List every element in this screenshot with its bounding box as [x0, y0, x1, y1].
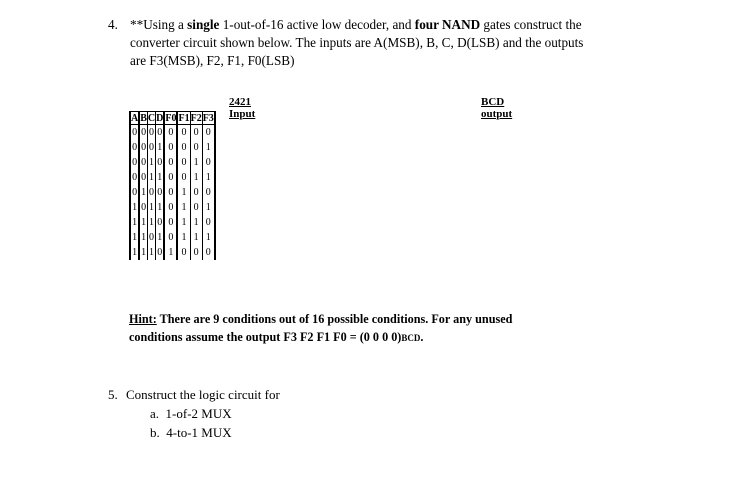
- table-cell: 0: [164, 230, 177, 245]
- table-cell: 1: [149, 217, 155, 228]
- table-cell: 1: [130, 230, 139, 245]
- table-cell: 1: [202, 140, 215, 155]
- table-cell: 0: [177, 125, 190, 141]
- table-cell: 0: [130, 125, 139, 141]
- table-cell: 1: [156, 200, 165, 215]
- question-4: [108, 16, 648, 70]
- table-cell: 1: [177, 200, 190, 215]
- table-cell: 0: [149, 232, 155, 243]
- table-cell: 1: [202, 200, 215, 215]
- table-row: [130, 170, 215, 185]
- output-group-heading: BCD output: [481, 96, 513, 120]
- table-row: [130, 155, 215, 170]
- table-cell: 0: [164, 200, 177, 215]
- table-cell: 0: [156, 155, 165, 170]
- table-cell: 1: [156, 170, 165, 185]
- table-cell: 0: [190, 245, 202, 260]
- table-cell: 0: [141, 157, 147, 168]
- question-5-list: [150, 404, 280, 442]
- table-header-row: [130, 112, 215, 125]
- table-cell: 0: [147, 125, 155, 141]
- table-cell: 1: [141, 232, 147, 243]
- truth-table: [129, 111, 216, 260]
- table-cell: 1: [177, 215, 190, 230]
- table-cell: 0: [130, 170, 139, 185]
- table-cell: 1: [190, 155, 202, 170]
- table-cell: 0: [149, 142, 155, 153]
- question-number: 4.: [108, 17, 118, 32]
- table-cell: 0: [164, 140, 177, 155]
- table-cell: 0: [141, 172, 147, 183]
- table-cell: 1: [156, 140, 165, 155]
- column-header: F1: [178, 112, 190, 124]
- column-header: F0: [165, 112, 177, 124]
- table-cell: 1: [130, 245, 139, 260]
- table-cell: 0: [202, 245, 215, 260]
- table-cell: 0: [156, 245, 165, 260]
- column-header: D: [156, 112, 164, 124]
- table-row: [130, 215, 215, 230]
- table-row: [130, 185, 215, 200]
- table-cell: 0: [130, 185, 139, 200]
- table-cell: 0: [130, 155, 139, 170]
- column-header: F2: [190, 112, 202, 124]
- table-cell: 0: [164, 215, 177, 230]
- table-cell: 0: [164, 155, 177, 170]
- table-cell: 0: [202, 155, 215, 170]
- question-5: [108, 385, 280, 442]
- table-cell: 1: [156, 230, 165, 245]
- table-cell: 1: [177, 230, 190, 245]
- table-row: [130, 125, 215, 141]
- table-cell: 1: [202, 230, 215, 245]
- table-cell: 0: [190, 200, 202, 215]
- table-cell: 0: [130, 140, 139, 155]
- list-item: b. 4-to-1 MUX: [150, 425, 232, 440]
- column-header: C: [147, 112, 156, 124]
- question-text: **Using a single 1-out-of-16 active low decoder, and four NAND gates construct the converter circuit shown below. The inputs are A(MSB), B, C, D(LSB) and the outputs are F3(MSB), F2, F1, F0(LSB): [130, 17, 584, 68]
- table-cell: 0: [190, 185, 202, 200]
- table-cell: 0: [190, 140, 202, 155]
- table-cell: 0: [141, 142, 147, 153]
- table-cell: 1: [190, 170, 202, 185]
- table-row: [130, 230, 215, 245]
- list-item: a. 1-of-2 MUX: [150, 406, 232, 421]
- column-header: A: [131, 112, 139, 124]
- table-cell: 1: [149, 202, 155, 213]
- table-cell: 0: [190, 125, 202, 141]
- table-cell: 1: [177, 185, 190, 200]
- table-row: [130, 140, 215, 155]
- table-cell: 0: [177, 140, 190, 155]
- table-cell: 0: [202, 215, 215, 230]
- table-body: [130, 125, 215, 261]
- table-cell: 0: [164, 125, 177, 141]
- hint: Hint: There are 9 conditions out of 16 possible conditions. For any unused conditions assume the output F3 F2 F1 F0 = (0 0 0 0)BCD.: [129, 312, 513, 344]
- table-cell: 0: [149, 187, 155, 198]
- table-cell: 1: [141, 247, 147, 258]
- table-row: [130, 245, 215, 260]
- table-cell: 0: [156, 215, 165, 230]
- table-cell: 1: [130, 215, 139, 230]
- table-cell: 0: [164, 170, 177, 185]
- table-cell: 1: [149, 157, 155, 168]
- table-cell: 0: [139, 125, 147, 141]
- hint-label: Hint:: [129, 312, 157, 326]
- table-cell: 0: [202, 185, 215, 200]
- table-cell: 1: [164, 245, 177, 260]
- table-cell: 1: [149, 247, 155, 258]
- table-cell: 1: [149, 172, 155, 183]
- table-cell: 1: [141, 217, 147, 228]
- question-number: 5.: [108, 387, 118, 402]
- table-row: [130, 200, 215, 215]
- table-cell: 1: [190, 215, 202, 230]
- table-cell: 1: [190, 230, 202, 245]
- table-cell: 1: [202, 170, 215, 185]
- table-cell: 0: [177, 245, 190, 260]
- column-header: F3: [202, 112, 214, 124]
- table-cell: 0: [177, 155, 190, 170]
- column-header: B: [140, 112, 147, 124]
- table-cell: 0: [156, 185, 165, 200]
- table-cell: 0: [202, 125, 215, 141]
- table-cell: 1: [141, 187, 147, 198]
- table-cell: 0: [141, 202, 147, 213]
- question-text: Construct the logic circuit for: [126, 387, 280, 402]
- table-cell: 1: [130, 200, 139, 215]
- table-cell: 0: [164, 185, 177, 200]
- table-cell: 0: [177, 170, 190, 185]
- input-group-heading: 2421 Input: [229, 96, 256, 120]
- table-cell: 0: [156, 125, 165, 141]
